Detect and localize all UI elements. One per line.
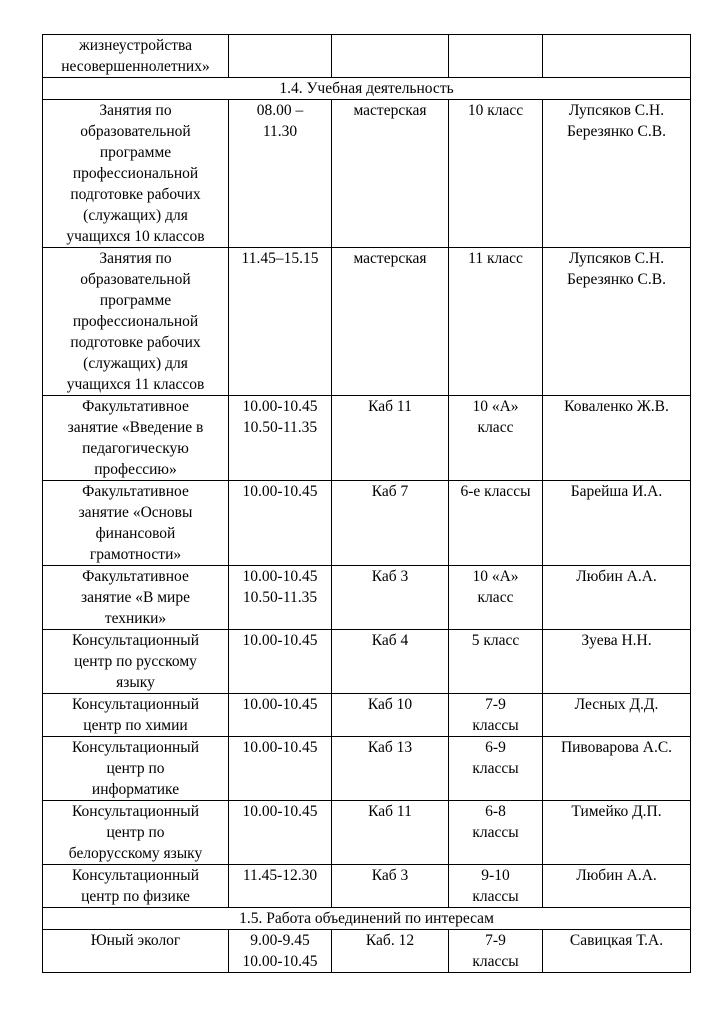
activity-cell: Факультативное занятие «В мире техники» (43, 566, 229, 630)
schedule-table (42, 34, 691, 973)
location-cell: Каб 3 (332, 865, 449, 908)
activity-cell: Консультационный центр по информатике (43, 737, 229, 801)
teacher-cell: Любин А.А. (543, 865, 691, 908)
location-cell: Каб 10 (332, 694, 449, 737)
table-row (43, 630, 691, 694)
location-cell: мастерская (332, 248, 449, 396)
location-cell: Каб. 12 (332, 930, 449, 973)
location-cell: Каб 11 (332, 801, 449, 865)
section-header-row (43, 908, 691, 930)
location-cell: Каб 3 (332, 566, 449, 630)
table-row (43, 396, 691, 481)
teacher-cell: Лесных Д.Д. (543, 694, 691, 737)
time-cell: 11.45-12.30 (229, 865, 332, 908)
table-row (43, 737, 691, 801)
teacher-cell (543, 35, 691, 78)
location-cell: Каб 7 (332, 481, 449, 566)
class-cell: 7-9 классы (449, 930, 543, 973)
section-title: 1.5. Работа объединений по интересам (43, 908, 691, 930)
table-row (43, 100, 691, 248)
table-row (43, 566, 691, 630)
class-cell: 6-е классы (449, 481, 543, 566)
class-cell (449, 35, 543, 78)
table-row (43, 35, 691, 78)
class-cell: 6-9 классы (449, 737, 543, 801)
time-cell: 9.00-9.45 10.00-10.45 (229, 930, 332, 973)
table-row (43, 801, 691, 865)
activity-cell: Занятия по образовательной программе профессиональной подготовке рабочих (служащих) для учащихся 11 классов (43, 248, 229, 396)
table-row (43, 865, 691, 908)
time-cell: 10.00-10.45 10.50-11.35 (229, 566, 332, 630)
table-row (43, 694, 691, 737)
teacher-cell: Барейша И.А. (543, 481, 691, 566)
location-cell: Каб 4 (332, 630, 449, 694)
section-header-row (43, 78, 691, 100)
schedule-table-body (43, 35, 691, 973)
time-cell: 10.00-10.45 (229, 694, 332, 737)
activity-cell: Факультативное занятие «Основы финансовой грамотности» (43, 481, 229, 566)
activity-cell: жизнеустройства несовершеннолетних» (43, 35, 229, 78)
class-cell: 6-8 классы (449, 801, 543, 865)
table-row (43, 481, 691, 566)
class-cell: 10 «А» класс (449, 566, 543, 630)
teacher-cell: Зуева Н.Н. (543, 630, 691, 694)
class-cell: 10 класс (449, 100, 543, 248)
table-row (43, 248, 691, 396)
class-cell: 7-9 классы (449, 694, 543, 737)
activity-cell: Консультационный центр по физике (43, 865, 229, 908)
time-cell (229, 35, 332, 78)
class-cell: 9-10 классы (449, 865, 543, 908)
teacher-cell: Лупсяков С.Н. Березянко С.В. (543, 100, 691, 248)
time-cell: 10.00-10.45 (229, 481, 332, 566)
teacher-cell: Тимейко Д.П. (543, 801, 691, 865)
teacher-cell: Коваленко Ж.В. (543, 396, 691, 481)
activity-cell: Занятия по образовательной программе профессиональной подготовке рабочих (служащих) для учащихся 10 классов (43, 100, 229, 248)
class-cell: 11 класс (449, 248, 543, 396)
teacher-cell: Лупсяков С.Н. Березянко С.В. (543, 248, 691, 396)
time-cell: 10.00-10.45 (229, 737, 332, 801)
time-cell: 10.00-10.45 (229, 630, 332, 694)
activity-cell: Консультационный центр по русскому языку (43, 630, 229, 694)
teacher-cell: Любин А.А. (543, 566, 691, 630)
location-cell: Каб 13 (332, 737, 449, 801)
table-row (43, 930, 691, 973)
activity-cell: Юный эколог (43, 930, 229, 973)
activity-cell: Факультативное занятие «Введение в педагогическую профессию» (43, 396, 229, 481)
activity-cell: Консультационный центр по белорусскому языку (43, 801, 229, 865)
time-cell: 08.00 – 11.30 (229, 100, 332, 248)
location-cell: мастерская (332, 100, 449, 248)
teacher-cell: Савицкая Т.А. (543, 930, 691, 973)
time-cell: 10.00-10.45 10.50-11.35 (229, 396, 332, 481)
location-cell: Каб 11 (332, 396, 449, 481)
section-title: 1.4. Учебная деятельность (43, 78, 691, 100)
class-cell: 5 класс (449, 630, 543, 694)
activity-cell: Консультационный центр по химии (43, 694, 229, 737)
location-cell (332, 35, 449, 78)
time-cell: 11.45–15.15 (229, 248, 332, 396)
teacher-cell: Пивоварова А.С. (543, 737, 691, 801)
time-cell: 10.00-10.45 (229, 801, 332, 865)
class-cell: 10 «А» класс (449, 396, 543, 481)
